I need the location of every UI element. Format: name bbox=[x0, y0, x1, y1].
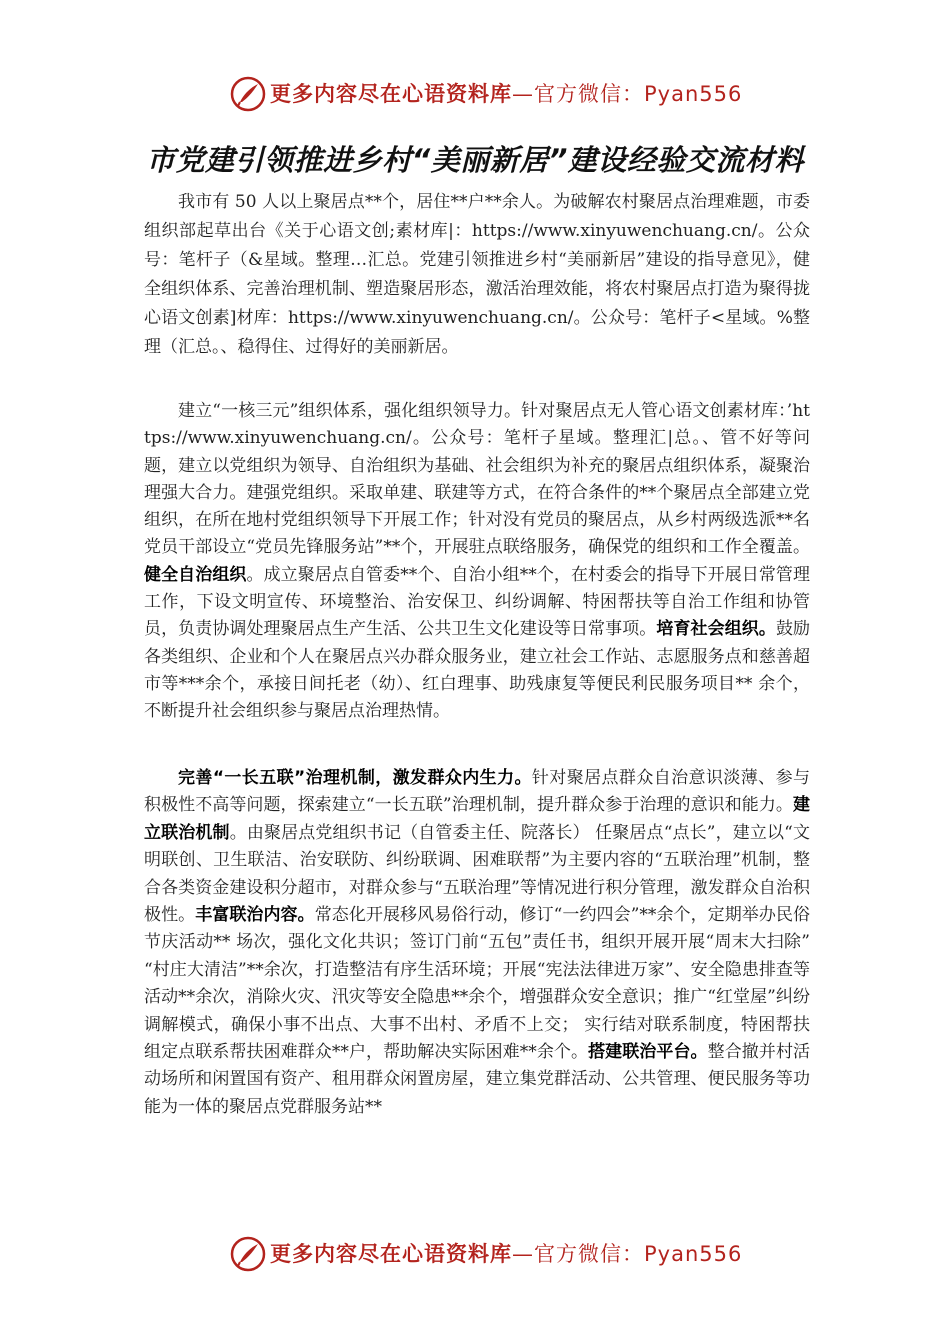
paragraph-text: 鼓励各类组织、企业和个人在聚居点兴办群众服务业，建立社会工作站、志愿服务点和慈善超市等***余个，承接日间托老（幼）、红白理事、助残康复等便民利民服务项目** 余个，不断提升社会组织参与聚居点治理热情。 bbox=[144, 619, 811, 722]
subheading-mechanism: 建立联治机制 bbox=[144, 795, 810, 843]
banner-text-main: 更多内容尽在心语资料库 bbox=[270, 1242, 512, 1266]
banner-text bbox=[270, 1238, 742, 1268]
banner-text-wechat: —官方微信：Pyan556 bbox=[512, 82, 743, 106]
subheading-social-org: 培育社会组织。 bbox=[656, 619, 776, 640]
subheading-autonomy: 健全自治组织 bbox=[144, 564, 247, 585]
banner-text-wechat: —官方微信：Pyan556 bbox=[512, 1242, 743, 1266]
banner-text-main: 更多内容尽在心语资料库 bbox=[270, 82, 512, 106]
paragraph-text: 整合撤并村活动场所和闲置国有资产、租用群众闲置房屋，建立集党群活动、公共管理、便民服务等功能为一体的聚居点党群服务站** bbox=[144, 1042, 811, 1117]
paragraph-text: 针对聚居点群众自治意识淡薄、参与积极性不高等问题，探索建立“一长五联”治理机制，提升群众参于治理的意识和能力。 bbox=[144, 768, 810, 816]
paragraph-text: 常态化开展移风易俗行动，修订“一约四会”**余个，定期举办民俗节庆活动** 场次，强化文化共识；签订门前“五包”责任书，组织开展开展“周末大扫除” “村庄大清洁”**余次，打造整洁有序生活环境；开展“宪法法律进万家”、安全隐患排查等活动**余次，消除火灾、汛灾等安全隐患**余个，增强群众安全意识；推广“红堂屋”纠纷调解模式，确保小事不出点、大事不出村、矛盾不上交； 实行结对联系制度，特困帮扶组定点联系帮扶困难群众**户，帮助解决实际困难**余个。 bbox=[144, 905, 811, 1063]
subheading-platform: 搭建联治平台。 bbox=[588, 1042, 708, 1063]
page-title: 市党建引领推进乡村“美丽新居”建设经验交流材料 bbox=[146, 143, 804, 177]
paragraph-organization bbox=[144, 398, 810, 726]
header-banner bbox=[0, 72, 950, 112]
heading-governance: 完善“一长五联”治理机制，激发群众内生力。 bbox=[178, 768, 532, 788]
paragraph-governance bbox=[144, 765, 810, 1121]
quill-logo-icon bbox=[230, 1236, 266, 1272]
subheading-content: 丰富联治内容。 bbox=[195, 905, 315, 926]
paragraph-text: 建立“一核三元”组织体系，强化组织领导力。针对聚居点无人管心语文创素材库：’https://www.xinyuwenchuang.cn/。公众号：笔杆子星域。整理汇|总。、管不好等问题，建立以党组织为领导、自治组织为基础、社会组织为补充的聚居点组织体系，凝聚治理强大合力。建强党组织。采取单建、联建等方式，在符合条件的**个聚居点全部建立党组织，在所在地村党组织领导下开展工作；针对没有党员的聚居点，从乡村两级选派**名党员干部设立“党员先锋服务站”**个，开展驻点联络服务，确保党的组织和工作全覆盖。 bbox=[144, 401, 810, 558]
quill-logo-icon bbox=[230, 76, 266, 112]
paragraph-text: 。由聚居点党组织书记（自管委主任、院落长） 任聚居点“点长”，建立以“文明联创、卫生联洁、治安联防、纠纷联调、困难联帮”为主要内容的“五联治理”机制，整合各类资金建设积分超市，对群众参与“五联治理”等情况进行积分管理，激发群众自治积极性。 bbox=[144, 822, 811, 926]
banner-text bbox=[270, 78, 742, 108]
footer-banner bbox=[0, 1232, 950, 1272]
paragraph-intro: 我市有 50 人以上聚居点**个，居住**户**余人。为破解农村聚居点治理难题，市委组织部起草出台《关于心语文创;素材库|：https://www.xinyuwenchuang.cn/。公众号：笔杆子（&星域。整理…汇总。党建引领推进乡村“美丽新居”建设的指导意见》，健全组织体系、完善治理机制、塑造聚居形态，激活治理效能，将农村聚居点打造为聚得拢心语文创素]材库：https://www.xinyuwenchuang.cn/。公众号：笔杆子<星域。%整理（汇总。、稳得住、过得好的美丽新居。 bbox=[144, 192, 810, 357]
paragraph-text: 。成立聚居点自管委**个、自治小组**个，在村委会的指导下开展日常管理工作，下设文明宣传、环境整治、治安保卫、纠纷调解、特困帮扶等自治工作组和协管员，负责协调处理聚居点生产生活、公共卫生文化建设等日常事项。 bbox=[144, 564, 811, 640]
